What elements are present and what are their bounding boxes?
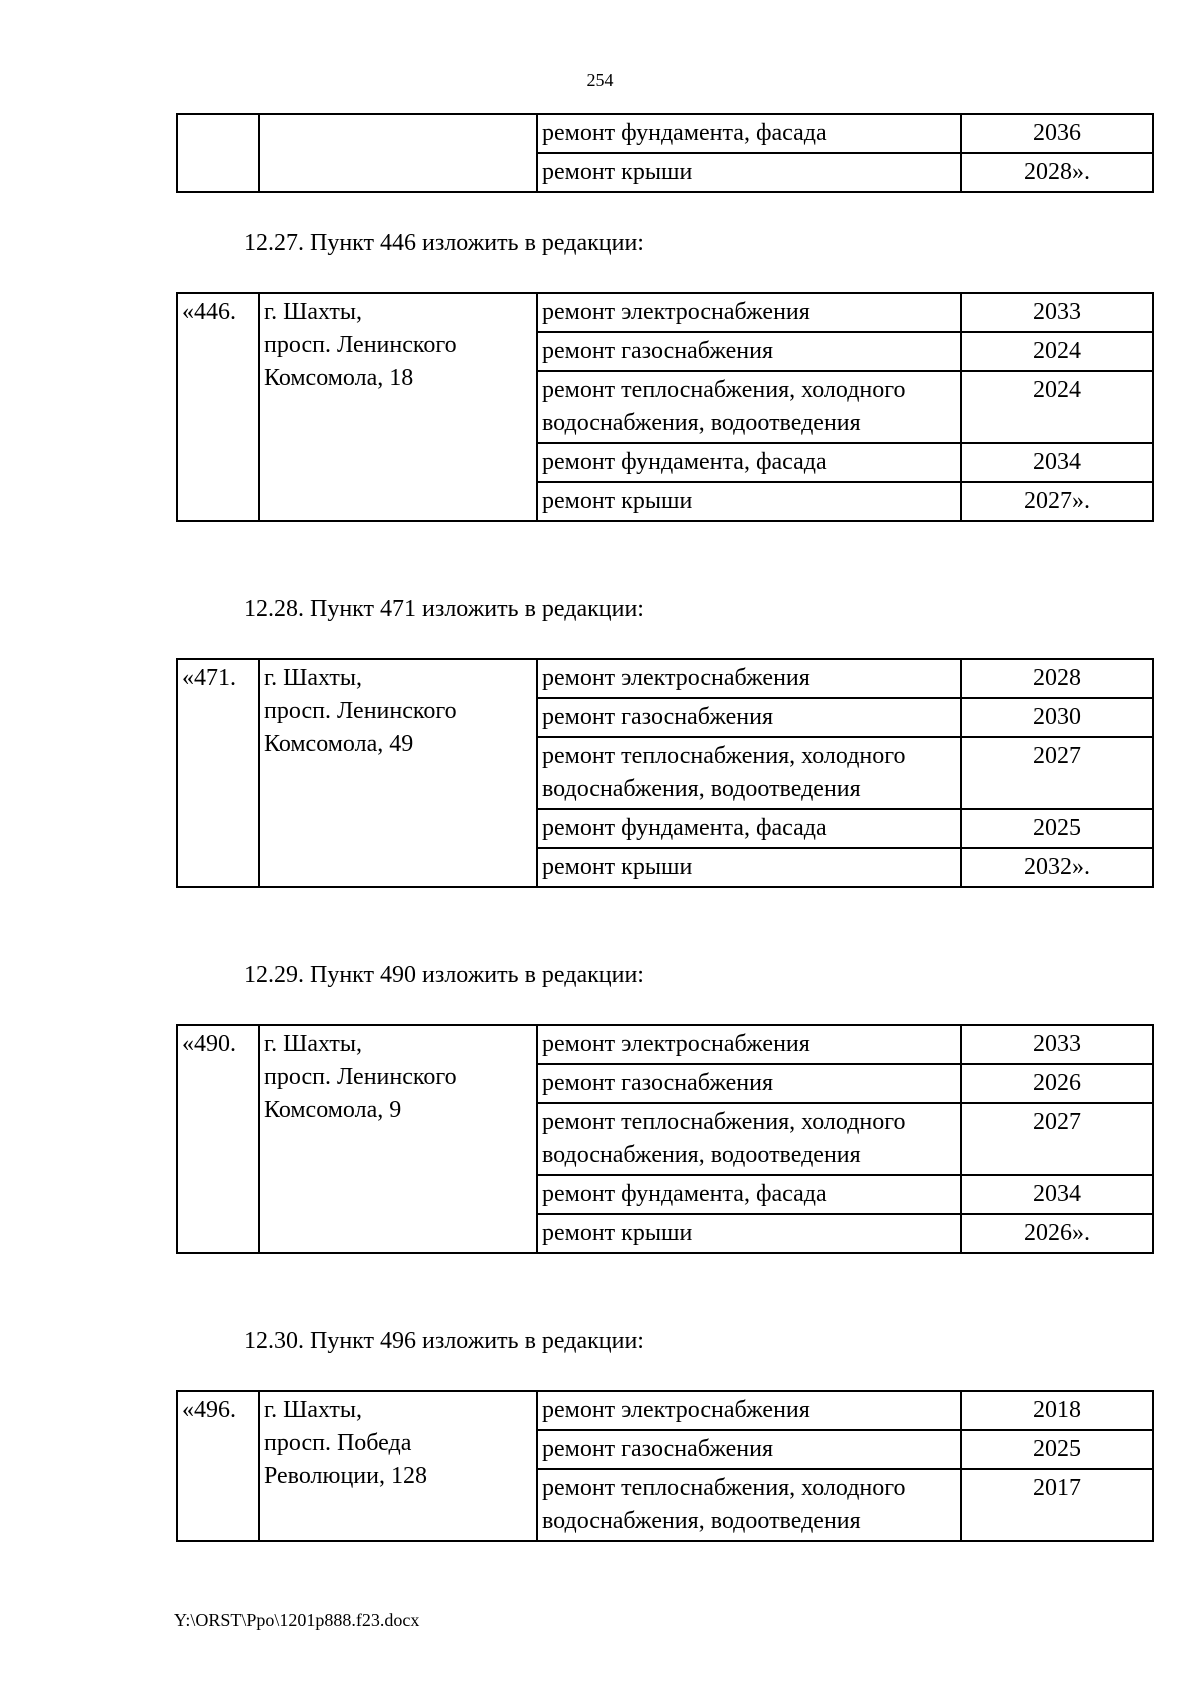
year-cell: 2026». [961,1214,1153,1253]
work-cell: ремонт электроснабжения [537,1025,961,1064]
address-cell [259,1025,537,1253]
work-cell: ремонт фундамента, фасада [537,114,961,153]
item-number: «446. [177,293,259,521]
address-line: Комсомола, 49 [264,731,414,757]
address-line: г. Шахты, [264,1031,363,1057]
table-row [177,659,1153,698]
work-cell: ремонт теплоснабжения, холодного водоснабжения, водоотведения [537,371,961,443]
work-cell: ремонт электроснабжения [537,659,961,698]
address-line: Комсомола, 9 [264,1097,402,1123]
number-cell [177,114,259,192]
table-row [177,293,1153,332]
year-cell: 2026 [961,1064,1153,1103]
work-cell: ремонт газоснабжения [537,1064,961,1103]
work-cell: ремонт теплоснабжения, холодного водоснабжения, водоотведения [537,1469,961,1541]
work-cell: ремонт газоснабжения [537,332,961,371]
continuation-table [176,113,1154,193]
year-cell: 2036 [961,114,1153,153]
year-cell: 2017 [961,1469,1153,1541]
year-cell: 2025 [961,809,1153,848]
year-cell: 2028». [961,153,1153,192]
table-row [177,1025,1153,1064]
year-cell: 2027 [961,737,1153,809]
section-heading: 12.30. Пункт 496 изложить в редакции: [244,1328,644,1354]
year-cell: 2024 [961,332,1153,371]
work-cell: ремонт фундамента, фасада [537,443,961,482]
year-cell: 2032». [961,848,1153,887]
work-cell: ремонт фундамента, фасада [537,809,961,848]
table-row [177,114,1153,153]
address-line: г. Шахты, [264,1397,363,1423]
item-number: «471. [177,659,259,887]
year-cell: 2033 [961,293,1153,332]
section-table [176,1390,1154,1542]
address-line: просп. Ленинского [264,1064,457,1090]
address-line: Революции, 128 [264,1463,427,1489]
year-cell: 2024 [961,371,1153,443]
work-cell: ремонт фундамента, фасада [537,1175,961,1214]
work-cell: ремонт крыши [537,153,961,192]
work-cell: ремонт электроснабжения [537,293,961,332]
address-cell [259,293,537,521]
table-row [177,1391,1153,1430]
work-cell: ремонт теплоснабжения, холодного водоснабжения, водоотведения [537,1103,961,1175]
year-cell: 2018 [961,1391,1153,1430]
address-cell [259,659,537,887]
year-cell: 2027». [961,482,1153,521]
work-cell: ремонт теплоснабжения, холодного водоснабжения, водоотведения [537,737,961,809]
year-cell: 2033 [961,1025,1153,1064]
year-cell: 2025 [961,1430,1153,1469]
section-heading: 12.28. Пункт 471 изложить в редакции: [244,596,644,622]
work-cell: ремонт крыши [537,1214,961,1253]
address-line: просп. Ленинского [264,332,457,358]
section-table [176,658,1154,888]
section-table [176,1024,1154,1254]
address-line: г. Шахты, [264,299,363,325]
address-cell [259,114,537,192]
address-line: просп. Победа [264,1430,412,1456]
section-heading: 12.27. Пункт 446 изложить в редакции: [244,230,644,256]
work-cell: ремонт электроснабжения [537,1391,961,1430]
work-cell: ремонт газоснабжения [537,698,961,737]
address-line: г. Шахты, [264,665,363,691]
address-line: просп. Ленинского [264,698,457,724]
page-number: 254 [586,70,614,90]
address-line: Комсомола, 18 [264,365,414,391]
year-cell: 2028 [961,659,1153,698]
year-cell: 2034 [961,1175,1153,1214]
work-cell: ремонт крыши [537,482,961,521]
item-number: «496. [177,1391,259,1541]
file-path-footer: Y:\ORST\Ppo\1201p888.f23.docx [174,1610,420,1630]
section-heading: 12.29. Пункт 490 изложить в редакции: [244,962,644,988]
year-cell: 2034 [961,443,1153,482]
year-cell: 2027 [961,1103,1153,1175]
item-number: «490. [177,1025,259,1253]
work-cell: ремонт газоснабжения [537,1430,961,1469]
year-cell: 2030 [961,698,1153,737]
section-table [176,292,1154,522]
work-cell: ремонт крыши [537,848,961,887]
address-cell [259,1391,537,1541]
